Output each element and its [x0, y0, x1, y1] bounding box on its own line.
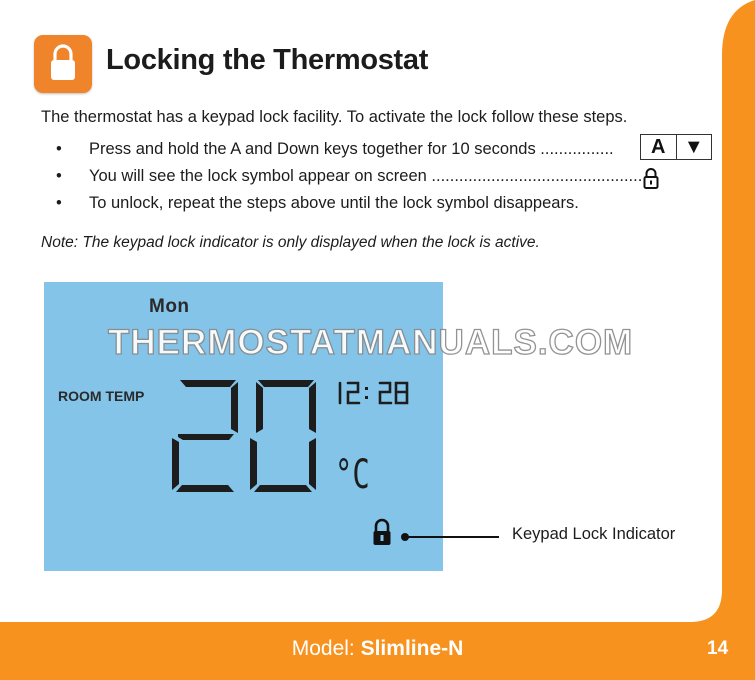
list-item [56, 167, 716, 194]
step-text: You will see the lock symbol appear on screen ............................................... [89, 167, 647, 185]
bullet: • [56, 194, 62, 212]
bullet: • [56, 140, 62, 158]
model-name: Slimline-N [360, 637, 464, 660]
steps-list [56, 140, 716, 221]
padlock-icon [372, 518, 392, 551]
key-combination [640, 134, 712, 160]
temperature-readout [172, 378, 322, 496]
day-label: Mon [149, 296, 190, 317]
lock-icon [34, 35, 92, 93]
down-key: ▼ [676, 135, 712, 159]
list-item [56, 194, 716, 221]
step-text: Press and hold the A and Down keys together for 10 seconds ................ [89, 140, 614, 158]
unit-label: °C [335, 452, 370, 498]
page-title: Locking the Thermostat [106, 44, 429, 76]
keypad-lock-indicator-label: Keypad Lock Indicator [512, 525, 676, 543]
footer-model [0, 637, 755, 661]
step-text: To unlock, repeat the steps above until the lock symbol disappears. [89, 194, 579, 212]
model-label: Model: [291, 637, 355, 660]
bullet: • [56, 167, 62, 185]
clock-readout [334, 380, 410, 406]
pointer-line [407, 536, 499, 538]
a-key: A [651, 135, 666, 158]
list-item [56, 140, 716, 167]
page-number: 14 [707, 638, 729, 659]
room-temp-label: ROOM TEMP [58, 388, 145, 404]
padlock-icon [643, 167, 659, 194]
intro-paragraph: The thermostat has a keypad lock facility. To activate the lock follow these steps. [41, 108, 628, 126]
watermark: THERMOSTATMANUALS.COM [108, 323, 634, 362]
note-text: Note: The keypad lock indicator is only displayed when the lock is active. [41, 234, 540, 251]
callout-pointer [401, 532, 499, 542]
